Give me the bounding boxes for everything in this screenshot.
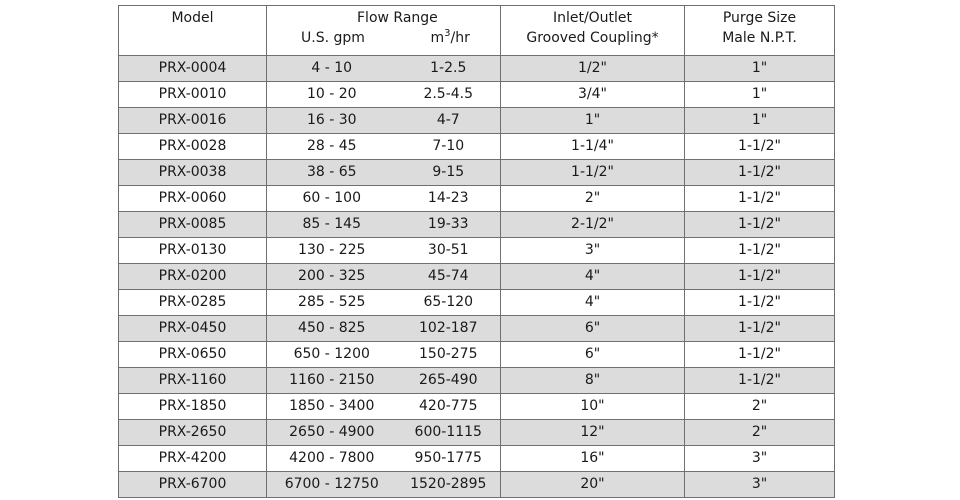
model-cell: PRX-0130 <box>119 238 267 264</box>
m3-header-base: m <box>430 30 445 46</box>
flow-m3-cell: 950-1775 <box>397 446 501 472</box>
model-cell: PRX-2650 <box>119 420 267 446</box>
flow-gpm-cell: 38 - 65 <box>267 160 397 186</box>
purge-size-cell: 2" <box>685 394 835 420</box>
model-cell: PRX-0060 <box>119 186 267 212</box>
model-cell: PRX-0285 <box>119 290 267 316</box>
purge-size-cell: 1-1/2" <box>685 134 835 160</box>
inlet-header-line2: Grooved Coupling* <box>501 30 685 56</box>
inlet-outlet-cell: 1-1/2" <box>501 160 685 186</box>
flow-m3-cell: 2.5-4.5 <box>397 82 501 108</box>
flow-m3-cell: 14-23 <box>397 186 501 212</box>
table-row <box>119 108 835 134</box>
table-header <box>119 6 835 56</box>
flow-m3-cell: 1520-2895 <box>397 472 501 498</box>
table-row <box>119 420 835 446</box>
model-cell: PRX-0038 <box>119 160 267 186</box>
flow-gpm-cell: 6700 - 12750 <box>267 472 397 498</box>
purge-size-cell: 1" <box>685 56 835 82</box>
flow-gpm-cell: 85 - 145 <box>267 212 397 238</box>
purge-size-cell: 1" <box>685 108 835 134</box>
flow-gpm-cell: 4 - 10 <box>267 56 397 82</box>
table-row <box>119 264 835 290</box>
flow-gpm-cell: 450 - 825 <box>267 316 397 342</box>
model-cell: PRX-0200 <box>119 264 267 290</box>
model-cell: PRX-0650 <box>119 342 267 368</box>
purge-size-cell: 1-1/2" <box>685 160 835 186</box>
flow-gpm-cell: 2650 - 4900 <box>267 420 397 446</box>
table-row <box>119 82 835 108</box>
table-row <box>119 290 835 316</box>
table-row <box>119 368 835 394</box>
flow-range-header: Flow Range <box>267 6 501 31</box>
inlet-outlet-cell: 3/4" <box>501 82 685 108</box>
purge-size-cell: 1-1/2" <box>685 290 835 316</box>
model-cell: PRX-0450 <box>119 316 267 342</box>
inlet-outlet-cell: 4" <box>501 290 685 316</box>
inlet-outlet-cell: 1-1/4" <box>501 134 685 160</box>
purge-size-cell: 3" <box>685 446 835 472</box>
model-cell: PRX-1160 <box>119 368 267 394</box>
inlet-header-line1: Inlet/Outlet <box>501 6 685 31</box>
flow-m3-cell: 265-490 <box>397 368 501 394</box>
gpm-header: U.S. gpm <box>267 30 397 56</box>
flow-gpm-cell: 200 - 325 <box>267 264 397 290</box>
inlet-outlet-cell: 8" <box>501 368 685 394</box>
flow-m3-cell: 600-1115 <box>397 420 501 446</box>
model-header: Model <box>119 6 267 56</box>
model-cell: PRX-4200 <box>119 446 267 472</box>
flow-gpm-cell: 1160 - 2150 <box>267 368 397 394</box>
purge-header-line1: Purge Size <box>685 6 835 31</box>
m3-header <box>397 30 501 56</box>
flow-m3-cell: 30-51 <box>397 238 501 264</box>
inlet-outlet-cell: 12" <box>501 420 685 446</box>
purge-size-cell: 1-1/2" <box>685 264 835 290</box>
purge-size-cell: 1-1/2" <box>685 186 835 212</box>
flow-m3-cell: 150-275 <box>397 342 501 368</box>
flow-gpm-cell: 4200 - 7800 <box>267 446 397 472</box>
inlet-outlet-cell: 4" <box>501 264 685 290</box>
purge-size-cell: 1-1/2" <box>685 238 835 264</box>
flow-gpm-cell: 60 - 100 <box>267 186 397 212</box>
purge-size-cell: 3" <box>685 472 835 498</box>
model-cell: PRX-6700 <box>119 472 267 498</box>
model-spec-table <box>118 5 835 498</box>
flow-m3-cell: 7-10 <box>397 134 501 160</box>
inlet-outlet-cell: 2-1/2" <box>501 212 685 238</box>
flow-m3-cell: 1-2.5 <box>397 56 501 82</box>
purge-size-cell: 1-1/2" <box>685 368 835 394</box>
table-row <box>119 160 835 186</box>
purge-size-cell: 1-1/2" <box>685 342 835 368</box>
purge-header-line2: Male N.P.T. <box>685 30 835 56</box>
inlet-outlet-cell: 16" <box>501 446 685 472</box>
model-cell: PRX-0016 <box>119 108 267 134</box>
flow-m3-cell: 9-15 <box>397 160 501 186</box>
table-row <box>119 238 835 264</box>
inlet-outlet-cell: 1/2" <box>501 56 685 82</box>
inlet-outlet-cell: 2" <box>501 186 685 212</box>
table-row <box>119 342 835 368</box>
inlet-outlet-cell: 10" <box>501 394 685 420</box>
inlet-outlet-cell: 3" <box>501 238 685 264</box>
flow-m3-cell: 45-74 <box>397 264 501 290</box>
flow-m3-cell: 102-187 <box>397 316 501 342</box>
inlet-outlet-cell: 20" <box>501 472 685 498</box>
table-row <box>119 212 835 238</box>
flow-m3-cell: 420-775 <box>397 394 501 420</box>
purge-size-cell: 1-1/2" <box>685 212 835 238</box>
table-row <box>119 316 835 342</box>
model-cell: PRX-0028 <box>119 134 267 160</box>
table-row <box>119 472 835 498</box>
model-cell: PRX-0004 <box>119 56 267 82</box>
flow-gpm-cell: 16 - 30 <box>267 108 397 134</box>
model-cell: PRX-0010 <box>119 82 267 108</box>
purge-size-cell: 1" <box>685 82 835 108</box>
flow-m3-cell: 19-33 <box>397 212 501 238</box>
table-row <box>119 56 835 82</box>
table-row <box>119 394 835 420</box>
m3-header-exponent: 3 <box>444 28 451 39</box>
m3-header-unit: /hr <box>450 30 470 46</box>
flow-gpm-cell: 650 - 1200 <box>267 342 397 368</box>
flow-m3-cell: 65-120 <box>397 290 501 316</box>
model-cell: PRX-1850 <box>119 394 267 420</box>
flow-gpm-cell: 1850 - 3400 <box>267 394 397 420</box>
purge-size-cell: 2" <box>685 420 835 446</box>
flow-gpm-cell: 10 - 20 <box>267 82 397 108</box>
table-body <box>119 56 835 498</box>
flow-m3-cell: 4-7 <box>397 108 501 134</box>
inlet-outlet-cell: 1" <box>501 108 685 134</box>
model-cell: PRX-0085 <box>119 212 267 238</box>
table-row <box>119 134 835 160</box>
inlet-outlet-cell: 6" <box>501 316 685 342</box>
purge-size-cell: 1-1/2" <box>685 316 835 342</box>
flow-gpm-cell: 285 - 525 <box>267 290 397 316</box>
inlet-outlet-cell: 6" <box>501 342 685 368</box>
table-row <box>119 186 835 212</box>
flow-gpm-cell: 130 - 225 <box>267 238 397 264</box>
table-row <box>119 446 835 472</box>
flow-gpm-cell: 28 - 45 <box>267 134 397 160</box>
